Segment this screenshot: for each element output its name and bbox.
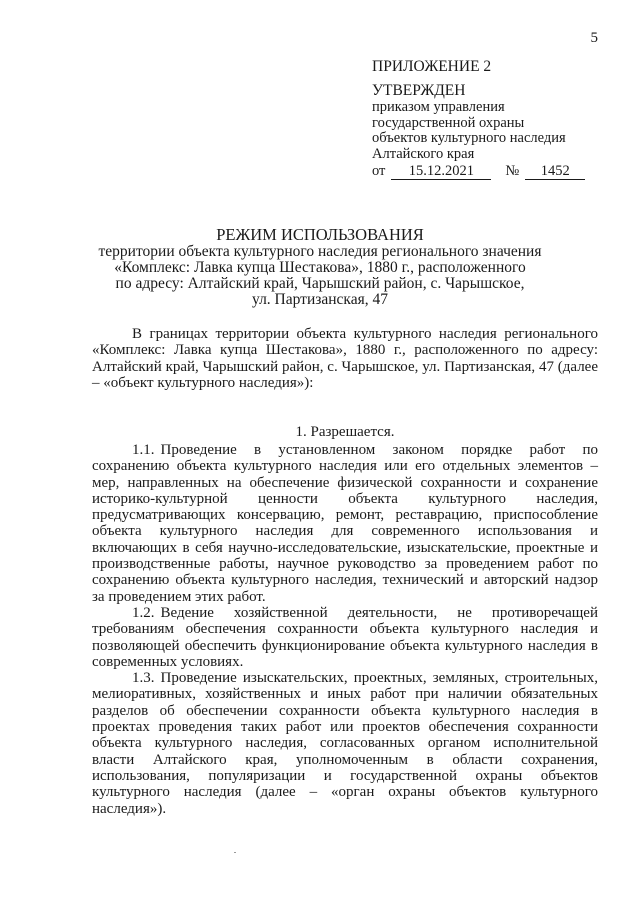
intro-paragraph: В границах территории объекта культурного наследия регионального «Комплекс: Лавка купца Шестакова», 1880 г., расположенного по адресу: Алтайский край, Чарышский район, с. Чарышское, ул. Партизанская, 47 (далее – «объект культурного наследия»): bbox=[92, 326, 598, 391]
item-number: 1.1. bbox=[132, 442, 155, 458]
approval-line: приказом управления bbox=[372, 99, 505, 115]
approval-date: 15.12.2021 bbox=[391, 164, 491, 180]
item-number: 1.3. bbox=[132, 670, 155, 687]
heading-line: «Комплекс: Лавка купца Шестакова», 1880 г., расположенного bbox=[114, 259, 526, 276]
list-item bbox=[92, 670, 598, 817]
scan-mark bbox=[234, 852, 236, 853]
date-prefix: от bbox=[372, 163, 386, 179]
section-title: 1. Разрешается. bbox=[295, 424, 395, 440]
intro-paragraph-block bbox=[92, 326, 598, 391]
approval-date-row bbox=[372, 164, 585, 180]
approval-line: Алтайского края bbox=[372, 145, 475, 162]
page-number: 5 bbox=[590, 30, 598, 46]
item-number: 1.2. bbox=[132, 604, 155, 621]
heading-title: РЕЖИМ ИСПОЛЬЗОВАНИЯ bbox=[216, 225, 424, 244]
number-sign: № bbox=[505, 163, 520, 179]
heading-line: ул. Партизанская, 47 bbox=[252, 291, 388, 308]
approval-line: объектов культурного наследия bbox=[372, 130, 566, 146]
approval-line: государственной охраны bbox=[372, 114, 525, 131]
list-item bbox=[92, 605, 598, 670]
heading-line: по адресу: Алтайский край, Чарышский район, с. Чарышское, bbox=[115, 275, 525, 292]
appendix-label: ПРИЛОЖЕНИЕ 2 bbox=[372, 58, 492, 75]
document-heading bbox=[60, 226, 580, 308]
items-list bbox=[92, 442, 598, 817]
item-text: Проведение изыскательских, проектных, земляных, строительных, мелиоративных, хозяйственных и иных работ при наличии обязательных разделов об обеспечении сохранности объекта культурного наследия в проектах проведения таких работ или проектов обеспечения сохранности объекта культурного наследия, согласованных органом исполнительной власти Алтайского края, уполномоченным в области сохранения, использования, популяризации и государственной охраны объектов культурного наследия (далее – «орган охраны объектов культурного наследия»). bbox=[92, 670, 598, 817]
approval-block bbox=[372, 82, 585, 180]
item-text: Проведение в установленном законом порядке работ по сохранению объекта культурного наследия или его отдельных элементов – мер, направленных на обеспечение физической сохранности и сохранение историко-культурной ценности объекта культурного наследия, предусматривающих консервацию, ремонт, реставрацию, приспособление объекта культурного наследия для современного использования и включающих в себя научно-исследовательские, изыскательские, проектные и производственные работы, научное руководство за проведением работ по сохранению объекта культурного наследия, технический и авторский надзор за проведением этих работ. bbox=[92, 442, 598, 605]
approval-title: УТВЕРЖДЕН bbox=[372, 82, 466, 99]
heading-line: территории объекта культурного наследия регионального значения bbox=[98, 243, 542, 260]
list-item bbox=[92, 442, 598, 605]
item-text: Ведение хозяйственной деятельности, не противоречащей требованиям обеспечения сохранности объекта культурного наследия и позволяющей обеспечить функционирование объекта культурного наследия в современных условиях. bbox=[92, 604, 598, 670]
approval-number: 1452 bbox=[525, 164, 585, 180]
